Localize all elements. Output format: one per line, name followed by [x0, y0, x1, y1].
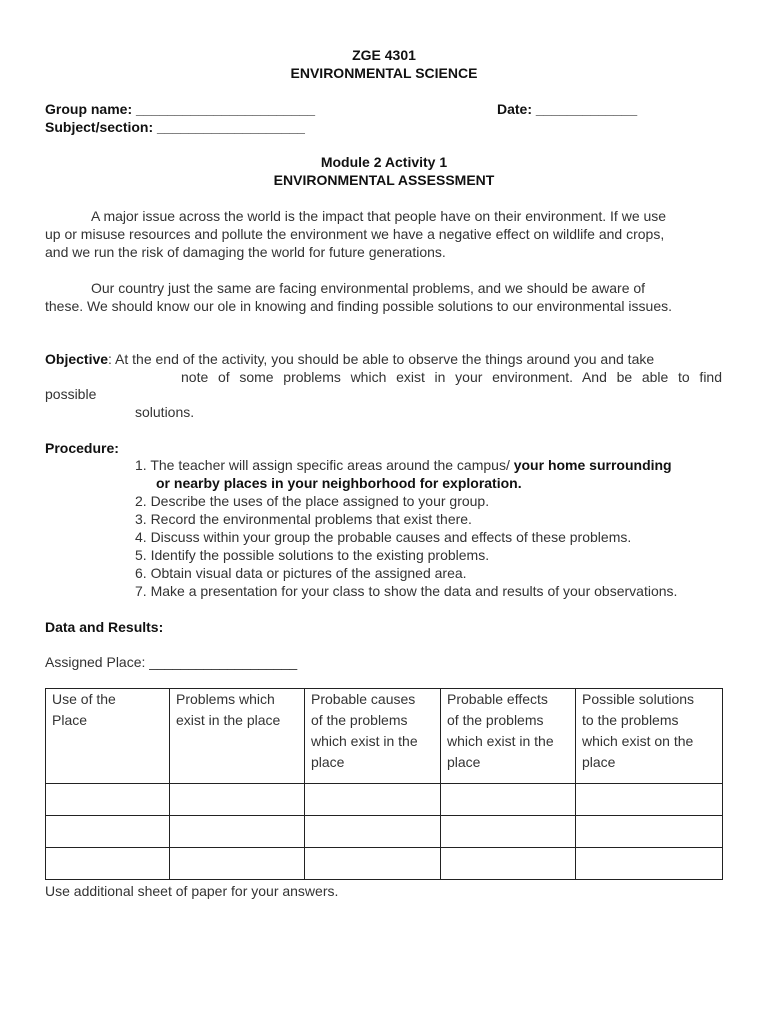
- table-cell[interactable]: [46, 816, 170, 848]
- group-name-field[interactable]: Group name: _______________________: [45, 101, 316, 117]
- activity-title: ENVIRONMENTAL ASSESSMENT: [273, 172, 495, 188]
- table-cell[interactable]: [305, 848, 441, 880]
- objective-line-1: [45, 351, 654, 367]
- intro-p2-line: these. We should know our ole in knowing and finding possible solutions to our environmental issues.: [45, 298, 672, 314]
- table-cell[interactable]: [170, 784, 305, 816]
- objective-line-2: note of some problems which exist in your environment. And be able to find: [181, 369, 722, 385]
- intro-p1-line: and we run the risk of damaging the world for future generations.: [45, 244, 446, 260]
- header-line: which exist in the: [311, 733, 418, 749]
- intro-paragraph-1: [45, 207, 722, 261]
- table-cell[interactable]: [576, 848, 723, 880]
- header-line: exist in the place: [176, 712, 281, 728]
- header-line: Place: [52, 712, 88, 728]
- header-line: of the problems: [447, 712, 544, 728]
- header-line: of the problems: [311, 712, 408, 728]
- column-header-use: [46, 689, 170, 784]
- header-line: which exist on the: [582, 733, 694, 749]
- header-line: place: [582, 754, 616, 770]
- column-header-causes: [305, 689, 441, 784]
- procedure-step: 5. Identify the possible solutions to the existing problems.: [135, 547, 490, 563]
- table-cell[interactable]: [576, 816, 723, 848]
- table-header-row: [46, 689, 723, 784]
- procedure-step: 6. Obtain visual data or pictures of the assigned area.: [135, 565, 467, 581]
- procedure-step: 7. Make a presentation for your class to show the data and results of your observations.: [135, 583, 678, 599]
- intro-paragraph-2: [45, 279, 722, 315]
- procedure-step: 3. Record the environmental problems that exist there.: [135, 511, 472, 527]
- column-header-problems: [170, 689, 305, 784]
- course-title: ENVIRONMENTAL SCIENCE: [290, 65, 478, 81]
- table-cell[interactable]: [441, 784, 576, 816]
- table-cell[interactable]: [441, 848, 576, 880]
- header-line: Use of the: [52, 691, 116, 707]
- procedure-step: 4. Discuss within your group the probable causes and effects of these problems.: [135, 529, 632, 545]
- column-header-effects: [441, 689, 576, 784]
- module-heading: Module 2 Activity 1: [320, 154, 448, 170]
- procedure-list: [135, 456, 677, 600]
- objective-label: Objective: [45, 351, 109, 367]
- table-row: [46, 784, 723, 816]
- table-cell[interactable]: [305, 816, 441, 848]
- header-line: Problems which: [176, 691, 275, 707]
- data-results-label: Data and Results:: [45, 619, 164, 635]
- header-line: place: [311, 754, 345, 770]
- footer-note: Use additional sheet of paper for your answers.: [45, 883, 339, 899]
- objective-text: : At the end of the activity, you should be able to observe the things around you and take: [108, 351, 655, 367]
- procedure-step-continuation: or nearby places in your neighborhood for exploration.: [156, 475, 522, 491]
- table-row: [46, 848, 723, 880]
- procedure-step: [135, 456, 677, 474]
- table-cell[interactable]: [46, 848, 170, 880]
- assigned-place-field[interactable]: Assigned Place: ___________________: [45, 654, 298, 670]
- procedure-label: Procedure:: [45, 440, 119, 456]
- procedure-step-text: 1. The teacher will assign specific areas around the campus/: [135, 457, 514, 473]
- table-cell[interactable]: [441, 816, 576, 848]
- table-cell[interactable]: [305, 784, 441, 816]
- subject-section-field[interactable]: Subject/section: ___________________: [45, 119, 305, 135]
- header-line: Possible solutions: [582, 691, 695, 707]
- table-cell[interactable]: [576, 784, 723, 816]
- header-line: Probable causes: [311, 691, 416, 707]
- results-table: [45, 688, 723, 880]
- procedure-step: 2. Describe the uses of the place assigned to your group.: [135, 493, 490, 509]
- objective-line-3: possible: [45, 386, 97, 402]
- header-line: Probable effects: [447, 691, 548, 707]
- table-row: [46, 816, 723, 848]
- header-line: place: [447, 754, 481, 770]
- date-field[interactable]: Date: _____________: [497, 101, 638, 117]
- header-line: to the problems: [582, 712, 679, 728]
- column-header-solutions: [576, 689, 723, 784]
- table-cell[interactable]: [170, 848, 305, 880]
- objective-line-4: solutions.: [135, 404, 195, 420]
- intro-p2-line: Our country just the same are facing environmental problems, and we should be aware of: [91, 280, 646, 296]
- table-cell[interactable]: [170, 816, 305, 848]
- course-code: ZGE 4301: [352, 47, 416, 63]
- procedure-step-emphasis: your home surrounding: [513, 457, 672, 473]
- table-cell[interactable]: [46, 784, 170, 816]
- intro-p1-line: up or misuse resources and pollute the environment we have a negative effect on wildlife and crops,: [45, 226, 665, 242]
- intro-p1-line: A major issue across the world is the impact that people have on their environment. If we use: [91, 208, 667, 224]
- header-line: which exist in the: [447, 733, 554, 749]
